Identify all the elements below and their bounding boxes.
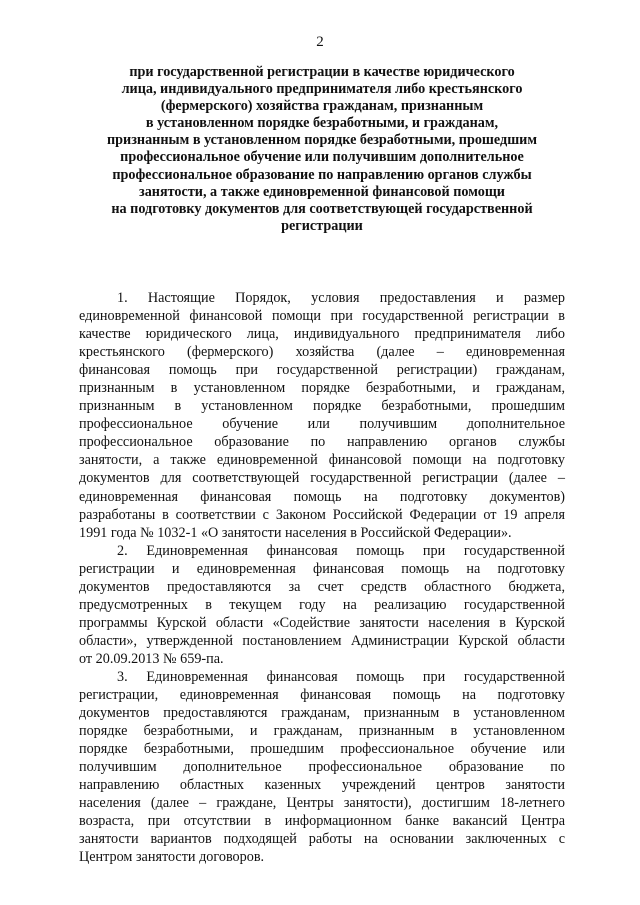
paragraph-2 [79, 542, 565, 668]
heading-line: (фермерского) хозяйства гражданам, признанным [160, 98, 484, 115]
heading-line: регистрации [281, 217, 363, 234]
heading-line: лица, индивидуального предпринимателя либо крестьянского [121, 81, 523, 98]
heading-line: профессиональное обучение или получившим дополнительное [120, 149, 524, 166]
text-line: возраста, при отсутствии в информационном банке вакансий Центра [79, 813, 565, 830]
text-line: регистрации и единовременная финансовая помощь на подготовку [79, 560, 565, 577]
heading-line: на подготовку документов для соответствующей государственной [111, 200, 533, 217]
text-line: крестьянского (фермерского) хозяйства (далее – единовременная [79, 344, 565, 361]
text-line: занятости вариантов подходящей работы на основании заключенных с [79, 831, 565, 848]
text-line: качестве юридического лица, индивидуального предпринимателя либо [79, 326, 565, 343]
heading-line: профессиональное образование по направлению органов службы [112, 166, 532, 183]
text-line: порядке безработными, и гражданам, признанным в установленном [79, 723, 565, 740]
text-line: признанным в установленном порядке безработными, и гражданам, [79, 380, 565, 397]
heading-line: признанным в установленном порядке безработными, прошедшим [106, 132, 538, 149]
text-line: 1. Настоящие Порядок, условия предоставления и размер [117, 290, 565, 306]
text-line: получившим дополнительное профессиональное образование по [79, 759, 565, 776]
text-line: предусмотренных в текущем году на реализацию государственной [79, 596, 565, 613]
text-line: разработаны в соответствии с Законом Российской Федерации от 19 апреля [79, 506, 565, 523]
text-line: профессиональное обучение или получившим дополнительное [79, 416, 565, 433]
text-line: 3. Единовременная финансовая помощь при государственной [117, 668, 565, 685]
text-line: Центром занятости договоров. [79, 849, 265, 866]
document-body [79, 289, 565, 867]
text-line: занятости, а также единовременной финансовой помощи на подготовку [79, 452, 565, 469]
text-line: области», утвержденной постановлением Администрации Курской области [79, 632, 565, 649]
text-line: от 20.09.2013 № 659-па. [79, 650, 224, 667]
text-line: документов предоставляются гражданам, признанным в установленном [79, 705, 565, 722]
text-line: единовременной финансовой помощи при государственной регистрации в [79, 308, 565, 325]
heading-line: занятости, а также единовременной финансовой помощи [139, 183, 505, 200]
text-line: направлению областных казенных учреждений центров занятости [79, 777, 565, 794]
text-line: программы Курской области «Содействие занятости населения в Курской [79, 614, 565, 631]
heading-line: в установленном порядке безработными, и гражданам, [145, 115, 499, 132]
text-line: регистрации, единовременная финансовая помощь на подготовку [79, 687, 565, 704]
text-line: документов предоставляются за счет средств областного бюджета, [79, 578, 565, 595]
paragraph-3 [79, 668, 565, 867]
paragraph-1 [79, 289, 565, 542]
text-line: финансовая помощь при государственной регистрации) гражданам, [79, 362, 565, 379]
heading-line: при государственной регистрации в качестве юридического [129, 64, 515, 80]
text-line: признанным в установленном порядке безработными, прошедшим [79, 398, 565, 415]
text-line: 2. Единовременная финансовая помощь при государственной [117, 542, 565, 559]
text-line: единовременная финансовая помощь на подготовку документов) [79, 488, 565, 505]
page-number: 2 [316, 34, 324, 50]
text-line: документов для соответствующей государственной регистрации (далее – [79, 470, 565, 487]
section-heading [80, 64, 564, 235]
text-line: порядке безработными, прошедшим профессиональное обучение или [79, 741, 565, 758]
text-line: профессиональное образование по направлению органов службы [79, 434, 565, 451]
text-line: 1991 года № 1032-1 «О занятости населения в Российской Федерации». [79, 524, 512, 541]
text-line: населения (далее – граждане, Центры занятости), достигшим 18-летнего [79, 795, 565, 812]
